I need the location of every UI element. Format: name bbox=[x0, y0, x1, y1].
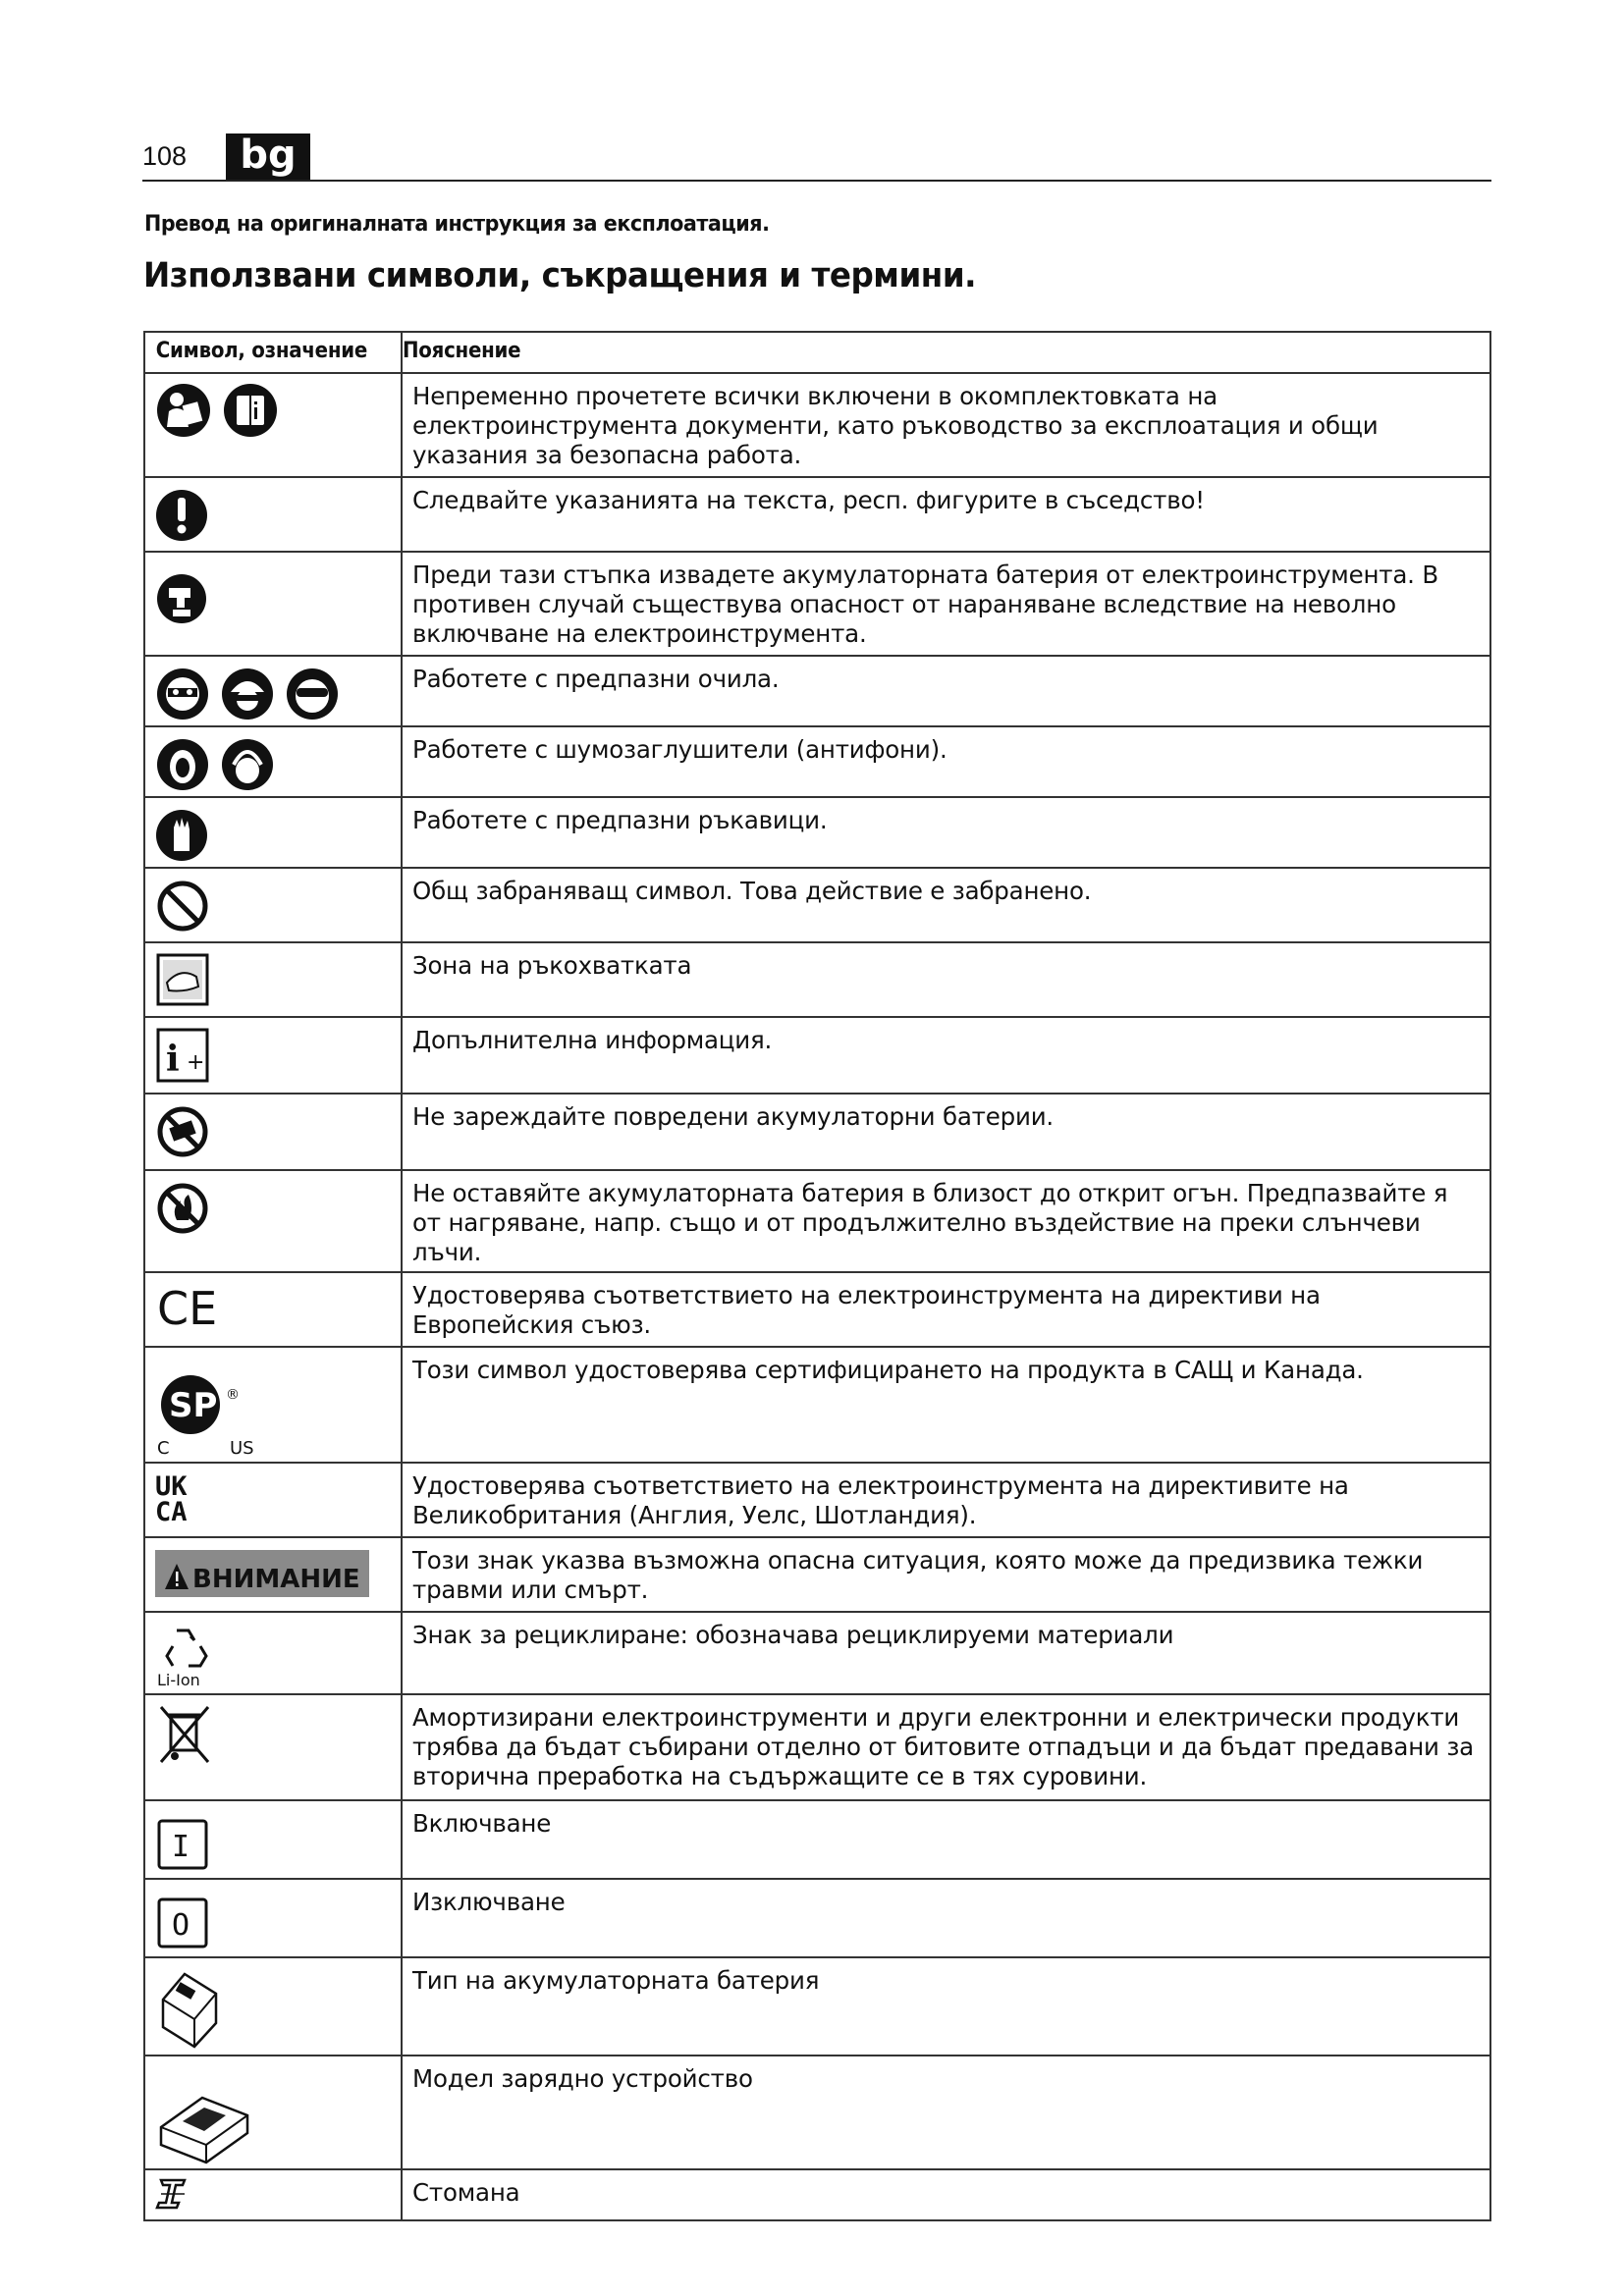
table-row bbox=[144, 868, 1490, 942]
csa-mark-text: SP bbox=[169, 1386, 218, 1425]
symbol-cell bbox=[144, 1017, 402, 1094]
description-cell: Тип на акумулаторната батерия bbox=[402, 1957, 1490, 2056]
symbol-cell bbox=[144, 656, 402, 726]
symbol-cell bbox=[144, 1463, 402, 1537]
description-cell: Включване bbox=[402, 1800, 1490, 1879]
ear-muffs-icon bbox=[220, 735, 275, 792]
symbol-cell bbox=[144, 1957, 402, 2056]
description-cell: Модел зарядно устройство bbox=[402, 2056, 1490, 2169]
description-cell: Не зареждайте повредени акумулаторни батерии. bbox=[402, 1094, 1490, 1170]
li-ion-text: Li-Ion bbox=[157, 1671, 200, 1689]
table-row bbox=[144, 1094, 1490, 1170]
symbol-cell bbox=[144, 1170, 402, 1272]
symbol-cell bbox=[144, 2056, 402, 2169]
warning-label-icon bbox=[155, 1546, 371, 1603]
table-row bbox=[144, 797, 1490, 868]
page-title: Използвани символи, съкращения и термини. bbox=[143, 256, 977, 295]
symbol-cell bbox=[144, 1347, 402, 1463]
ce-mark-icon bbox=[155, 1281, 224, 1332]
table-row bbox=[144, 1800, 1490, 1879]
symbol-cell bbox=[144, 942, 402, 1017]
no-damaged-battery-icon bbox=[155, 1102, 210, 1159]
description-cell: Общ забраняващ символ. Това действие е забранено. bbox=[402, 868, 1490, 942]
read-manual-icon bbox=[155, 382, 212, 439]
symbol-cell bbox=[144, 1879, 402, 1957]
column-header-explanation: Пояснение bbox=[402, 332, 1490, 373]
table-row bbox=[144, 1272, 1490, 1347]
table-row bbox=[144, 1694, 1490, 1800]
description-cell: Не оставяйте акумулаторната батерия в близост до открит огън. Предпазвайте я от нагряване, напр. също и от продължително въздействие на преки слънчеви лъчи. bbox=[402, 1170, 1490, 1272]
table-row bbox=[144, 1017, 1490, 1094]
symbol-cell bbox=[144, 1800, 402, 1879]
description-cell: Удостоверява съответствието на електроинструмента на директиви на Европейския съюз. bbox=[402, 1272, 1490, 1347]
waste-bin-crossed-icon bbox=[155, 1703, 214, 1766]
csa-c-text: C bbox=[157, 1438, 170, 1458]
charger-icon bbox=[155, 2070, 253, 2164]
table-row bbox=[144, 942, 1490, 1017]
symbol-cell bbox=[144, 797, 402, 868]
ukca-top-text: UK bbox=[155, 1471, 188, 1502]
symbol-cell bbox=[144, 1694, 402, 1800]
safety-gloves-icon bbox=[155, 806, 208, 863]
csa-us-text: US bbox=[230, 1438, 254, 1458]
csa-certification-icon bbox=[155, 1356, 273, 1458]
attention-icon bbox=[155, 486, 208, 543]
description-cell: Удостоверява съответствието на електроинструмента на директивите на Великобритания (Англия, Уелс, Шотландия). bbox=[402, 1463, 1490, 1537]
face-goggles-icon bbox=[285, 665, 340, 721]
symbol-cell bbox=[144, 552, 402, 656]
info-plus-glyph: + bbox=[187, 1050, 205, 1075]
table-row bbox=[144, 373, 1490, 477]
symbol-cell bbox=[144, 373, 402, 477]
steel-beam-icon bbox=[155, 2174, 194, 2214]
page-number: 108 bbox=[142, 141, 188, 171]
power-on-glyph: I bbox=[172, 1830, 190, 1864]
table-row bbox=[144, 2169, 1490, 2220]
grip-area-icon bbox=[155, 951, 210, 1008]
prohibited-icon bbox=[155, 877, 210, 934]
table-row bbox=[144, 1957, 1490, 2056]
safety-helmet-goggles-icon bbox=[220, 665, 275, 721]
column-header-symbol: Символ, означение bbox=[144, 332, 402, 373]
description-cell: Стомана bbox=[402, 2169, 1490, 2220]
symbol-cell bbox=[144, 1612, 402, 1694]
description-cell: Следвайте указанията на текста, респ. фигурите в съседство! bbox=[402, 477, 1490, 552]
additional-info-icon bbox=[155, 1026, 210, 1083]
ukca-mark-icon bbox=[155, 1471, 214, 1530]
description-cell: Допълнителна информация. bbox=[402, 1017, 1490, 1094]
description-cell: Този символ удостоверява сертифицирането на продукта в САЩ и Канада. bbox=[402, 1347, 1490, 1463]
description-cell: Работете с шумозаглушители (антифони). bbox=[402, 726, 1490, 797]
description-cell: Амортизирани електроинструменти и други електронни и електрически продукти трябва да бъдат събирани отделно от битовите отпадъци и да бъдат предавани за вторична преработка на съдържащите се в тях суровини. bbox=[402, 1694, 1490, 1800]
no-open-fire-icon bbox=[155, 1179, 210, 1236]
description-cell: Зона на ръкохватката bbox=[402, 942, 1490, 1017]
table-header-row bbox=[144, 332, 1490, 373]
table-row bbox=[144, 1612, 1490, 1694]
table-row bbox=[144, 656, 1490, 726]
description-cell: Този знак указва възможна опасна ситуация, която може да предизвика тежки травми или смърт. bbox=[402, 1537, 1490, 1612]
table-row bbox=[144, 1879, 1490, 1957]
description-cell: Работете с предпазни очила. bbox=[402, 656, 1490, 726]
symbol-cell bbox=[144, 477, 402, 552]
recycling-icon bbox=[155, 1621, 224, 1689]
document-subtitle: Превод на оригиналната инструкция за експлоатация. bbox=[144, 212, 770, 237]
language-badge: bg bbox=[226, 133, 310, 180]
info-i-glyph: i bbox=[166, 1039, 180, 1080]
csa-registered-text: ® bbox=[226, 1387, 240, 1403]
symbol-cell bbox=[144, 1094, 402, 1170]
manual-book-icon bbox=[222, 382, 279, 439]
ear-protection-icon bbox=[155, 735, 210, 792]
description-cell: Преди тази стъпка извадете акумулаторната батерия от електроинструмента. В противен случай съществува опасност от нараняване вследствие на неволно включване на електроинструмента. bbox=[402, 552, 1490, 656]
symbol-cell bbox=[144, 2169, 402, 2220]
table-row bbox=[144, 726, 1490, 797]
header-rule bbox=[142, 180, 1491, 182]
warning-label-text: ВНИМАНИЕ bbox=[192, 1565, 360, 1594]
description-cell: Работете с предпазни ръкавици. bbox=[402, 797, 1490, 868]
table-row bbox=[144, 477, 1490, 552]
description-cell: Изключване bbox=[402, 1879, 1490, 1957]
power-off-icon bbox=[155, 1896, 210, 1952]
description-cell: Непременно прочетете всички включени в окомплектовката на електроинструмента документи, като ръководство за експлоатация и общи указания за безопасна работа. bbox=[402, 373, 1490, 477]
table-row bbox=[144, 1463, 1490, 1537]
ukca-bottom-text: CA bbox=[155, 1497, 188, 1527]
remove-battery-icon bbox=[155, 570, 208, 627]
battery-pack-icon bbox=[155, 1966, 224, 2051]
symbol-cell bbox=[144, 868, 402, 942]
table-row bbox=[144, 2056, 1490, 2169]
power-on-icon bbox=[155, 1817, 210, 1874]
power-off-glyph: O bbox=[172, 1908, 190, 1943]
ce-mark-text: CE bbox=[157, 1282, 218, 1332]
table-row bbox=[144, 1170, 1490, 1272]
table-row bbox=[144, 1537, 1490, 1612]
symbol-cell bbox=[144, 1272, 402, 1347]
safety-goggles-icon bbox=[155, 665, 210, 721]
symbols-table bbox=[143, 331, 1491, 2221]
symbol-cell bbox=[144, 726, 402, 797]
table-row bbox=[144, 552, 1490, 656]
description-cell: Знак за рециклиране: обозначава рециклируеми материали bbox=[402, 1612, 1490, 1694]
table-row bbox=[144, 1347, 1490, 1463]
symbol-cell bbox=[144, 1537, 402, 1612]
